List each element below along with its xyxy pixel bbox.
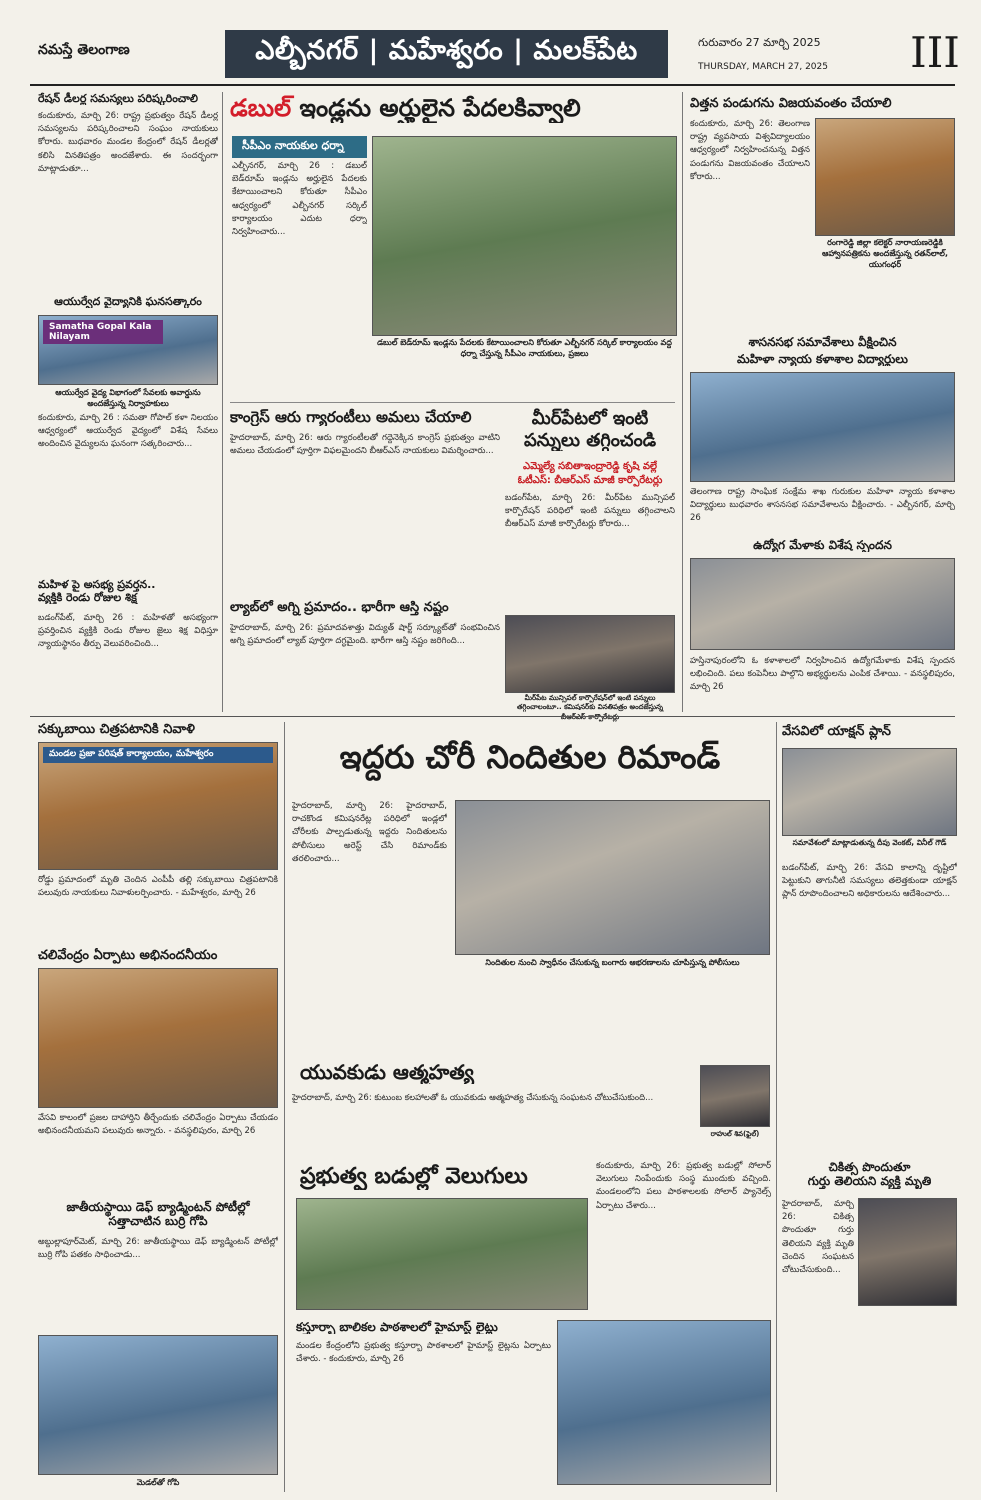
sakkubai-photo [38,742,278,870]
lab-fire-body: హైదరాబాద్, మార్చి 26: ప్రమాదవశాత్తు విద్యుత్ షార్ట్ సర్క్యూట్‌తో సంభవించిన అగ్ని ప్రమాదంలో ల్యాబ్ పూర్తిగా దగ్ధమైంది. భారీగా ఆస్తి నష్టం జరిగింది... [230,623,500,647]
header-divider [30,84,955,86]
kasturba-title: కస్తూర్బా బాలికల పాఠశాలలో హైమాస్ట్ లైట్లు [296,1320,498,1334]
congress-body: హైదరాబాద్, మార్చి 26: ఆరు గ్యారంటీలతో గద్దెనెక్కిన కాంగ్రెస్ ప్రభుత్వం వాటిని అమలు చేయడంలో పూర్తిగా విఫలమైందని బీఆర్‌ఎస్ నాయకులు విమర్శించారు... [230,433,500,457]
summer-plan-photo [782,748,957,836]
thieves-body-cont [455,975,770,1020]
badminton-photo [38,1335,278,1475]
badminton-body: అబ్దుల్లాపూర్‌మెట్, మార్చి 26: జాతీయస్థాయి డెఫ్ బ్యాడ్మింటన్ పోటీల్లో బుర్రి గోపి పతకం సాధించాడు... [38,1237,278,1261]
suicide-caption: రాహుల్ శివ(ఫైల్) [710,1130,760,1138]
double-bedroom-title [230,94,675,123]
thieves-caption: నిందితుల నుంచి స్వాధీనం చేసుకున్న బంగారు ఆభరణాలను చూపిస్తున్న పోలీసులు [485,958,740,967]
double-bedroom-title-rest: ఇండ్లను అర్హులైన పేదలకివ్వాలి [291,94,581,122]
double-bedroom-photo [372,136,677,336]
double-bedroom-tag: సీపీఎం నాయకుల ధర్నా [232,136,367,158]
meerpet-redline-1: ఎమ్మెల్యే సబితాఇంద్రారెడ్డి కృషి వల్లే [522,461,658,472]
assembly-body: తెలంగాణ రాష్ట్ర సాంఘిక సంక్షేమ శాఖ గురుకుల మహిళా న్యాయ కళాశాల విద్యార్థులు బుధవారం శాసనసభ సమావేశాలను వీక్షించారు. - ఎల్బీనగర్, మార్చి 26 [690,487,955,524]
congress-title: కాంగ్రెస్ ఆరు గ్యారంటీలు అమలు చేయాలి [230,408,472,426]
chalivendram-body: వేసవి కాలంలో ప్రజల దాహార్తిని తీర్చేందుకు చలివేంద్రం ఏర్పాటు చేయడం అభినందనీయమని పలువురు అన్నారు. - వనస్థలిపురం, మార్చి 26 [38,1113,278,1137]
job-fair-photo [690,558,955,650]
treatment-body: హైదరాబాద్, మార్చి 26: చికిత్స పొందుతూ గుర్తు తెలియని వ్యక్తి మృతి చెందిన సంఘటన చోటుచేసుకుంది... [782,1199,854,1275]
sakkubai-title: సక్కుబాయి చిత్రపటానికి నివాళి [38,722,195,737]
ration-title: రేషన్ డీలర్ల సమస్యలు పరిష్కరించాలి [38,92,198,105]
meerpet-body: బడంగ్‌పేట, మార్చి 26: మీర్‌పేట మున్సిపల్ కార్పొరేషన్ పరిధిలో ఇంటి పన్నులు తగ్గించాలని బీఆర్‌ఎస్ మాజీ కార్పొరేటర్లు కోరారు... [505,493,675,530]
sakkubai-banner: మండల ప్రజా పరిషత్ కార్యాలయం, మహేశ్వరం [43,747,273,763]
treatment-photo [858,1198,957,1306]
thieves-body: హైదరాబాద్, మార్చి 26: హైదరాబాద్, రాచకొండ కమిషనరేట్ల పరిధిలో ఇండ్లలో చోరీలకు పాల్పడుతున్న ఇద్దరు నిందితులను పోలీసులు అరెస్ట్ చేసి రిమాండ్‌కు తరలించారు... [292,801,447,864]
assembly-subtitle: మహిళా న్యాయ కళాశాల విద్యార్థులు [737,352,908,366]
meerpet-redline-2: ఓటీఎస్: బీఆర్‌ఎస్ మాజీ కార్పొరేటర్లు [517,475,663,486]
meerpet-caption: మీర్‌పేట మున్సిపల్ కార్పొరేషన్‌లో ఇంటి పన్నులు తగ్గించాలంటూ.. కమిషనర్‌కు వినతిపత్రం అందజేస్తున్న [516,694,664,712]
column-divider [682,92,683,712]
seed-festival-body: కందుకూరు, మార్చి 26: తెలంగాణ రాష్ట్ర వ్యవసాయ విశ్వవిద్యాలయం ఆధ్వర్యంలో నిర్వహించనున్న విత్తన పండుగను విజయవంతం చేయాలని కోరారు... [690,119,810,182]
assembly-title: శాసనసభ సమావేశాలు వీక్షించిన [748,335,897,349]
section-divider [230,402,675,403]
assembly-photo [690,372,955,482]
suicide-title: యువకుడు ఆత్మహత్య [300,1060,474,1084]
kasturba-body: మండల కేంద్రంలోని ప్రభుత్వ కస్తూర్బా పాఠశాలలో హైమాస్ట్ లైట్లను ఏర్పాటు చేశారు. - కందుకూరు, మార్చి 26 [296,1341,551,1365]
treatment-body-cont [782,1330,957,1485]
summer-plan-title: వేసవిలో యాక్షన్ ప్లాన్ [782,724,891,739]
double-bedroom-title-red: డబుల్ [230,94,292,122]
ration-body: కందుకూరు, మార్చి 26: రాష్ట్ర ప్రభుత్వం రేషన్ డీలర్ల సమస్యలను పరిష్కరించాలని సంఘం నాయకులు కోరారు. బుధవారం మండల కేంద్రంలో రేషన్ డీలర్లతో కలిసి వినతిపత్రం అందజేశారు. ఈ సందర్భంగా మాట్లాడుతూ... [38,111,218,174]
thieves-title: ఇద్దరు చోరీ నిందితుల రిమాండ్ [339,738,721,776]
suicide-photo [700,1065,770,1127]
newspaper-brand: నమస్తే తెలంగాణ [38,42,130,58]
page-number: III [910,28,960,77]
section-divider [30,716,955,717]
meerpet-title: మీర్‌పేటలో ఇంటి పన్నులు తగ్గించండి [523,408,657,451]
double-bedroom-body: ఎల్బీనగర్, మార్చి 26 : డబుల్ బెడ్‌రూమ్ ఇండ్లను అర్హులైన పేదలకు కేటాయించాలని కోరుతూ సీపీఎం ఆధ్వర్యంలో ఎల్బీనగర్ సర్కిల్ కార్యాలయం ఎదుట ధర్నా నిర్వహించారు... [232,161,367,237]
badminton-caption: మెడల్‌తో గోపి [136,1478,180,1487]
ayurveda-body: కందుకూరు, మార్చి 26 : సమతా గోపాల్ కళా నిలయం ఆధ్వర్యంలో ఆయుర్వేద వైద్యంలో విశేష సేవలు అందించిన వైద్యులను ఘనంగా సత్కరించారు... [38,413,218,450]
chalivendram-photo [38,968,278,1108]
seed-festival-photo [815,118,955,236]
column-divider [222,92,223,712]
treatment-title: చికిత్స పొందుతూ గుర్తు తెలియని వ్యక్తి మృతి [807,1160,932,1189]
meerpet-photo [505,615,675,693]
double-bedroom-body-cont [372,362,677,400]
thieves-photo [455,800,770,955]
govt-schools-body: కందుకూరు, మార్చి 26: ప్రభుత్వ బడుల్లో సోలార్ వెలుగులు నింపేందుకు సంస్థ ముందుకు వచ్చింది. మండలంలోని పలు పాఠశాలలకు సోలార్ ప్యానెల్స్ ఏర్పాటు చేశారు... [596,1161,771,1211]
ayurveda-banner: Samatha Gopal Kala Nilayam [43,320,163,344]
govt-schools-title: ప్రభుత్వ బడుల్లో వెలుగులు [300,1164,528,1189]
date-telugu: గురువారం 27 మార్చి 2025 [698,36,821,49]
sakkubai-body: రోడ్డు ప్రమాదంలో మృతి చెందిన ఎంపీపీ తల్లి సక్కుబాయి చిత్రపటానికి పలువురు నాయకులు నివాళులర్పించారు. - మహేశ్వరం, మార్చి 26 [38,875,278,899]
govt-schools-photo [296,1198,588,1310]
job-fair-title: ఉద్యోగ మేళాకు విశేష స్పందన [753,538,892,552]
job-fair-body: హస్తినాపురంలోని ఓ కళాశాలలో నిర్వహించిన ఉద్యోగమేళాకు విశేష స్పందన లభించింది. పలు కంపెనీలు పాల్గొని అభ్యర్థులను ఎంపిక చేశాయి. - వనస్థలిపురం, మార్చి 26 [690,656,955,693]
women-crime-title: మహిళ పై అసభ్య ప్రవర్తన.. వ్యక్తికి రెండు రోజుల శిక్ష [38,578,156,605]
badminton-title: జాతీయస్థాయి డెఫ్ బ్యాడ్మింటన్ పోటీల్లో సత్తాచాటిన బుర్రి గోపి [66,1200,250,1229]
women-crime-body: బడంగ్‌పేట్, మార్చి 26 : మహిళతో అసభ్యంగా ప్రవర్తించిన వ్యక్తికి రెండు రోజుల జైలు శిక్ష విధిస్తూ న్యాయస్థానం తీర్పు వెలువరించింది... [38,613,218,650]
date-english: THURSDAY, MARCH 27, 2025 [698,62,828,72]
lab-fire-title: ల్యాబ్‌లో అగ్ని ప్రమాదం.. భారీగా ఆస్తి నష్టం [230,600,449,615]
seed-festival-title: విత్తన పండుగను విజయవంతం చేయాలి [690,96,892,111]
ayurveda-photo [38,315,218,385]
ayurveda-title: ఆయుర్వేద వైద్యానికి ఘనసత్కారం [54,295,202,308]
double-bedroom-caption: డబుల్ బెడ్‌రూమ్ ఇండ్లను పేదలకు కేటాయించాలని కోరుతూ ఎల్బీనగర్ సర్కిల్ కార్యాలయం వద్ద ధర్నా చేస్తున్న సీపీఎం నాయకులు, ప్రజలు [377,338,672,358]
column-divider [776,722,777,1492]
ayurveda-caption: ఆయుర్వేద వైద్య విభాగంలో సేవలకు అవార్డును అందజేస్తున్న నిర్వాహకులు [55,388,201,408]
kasturba-photo [557,1320,771,1485]
column-divider [284,722,285,1492]
suicide-body: హైదరాబాద్, మార్చి 26: కుటుంబ కలహాలతో ఓ యువకుడు ఆత్మహత్య చేసుకున్న సంఘటన చోటుచేసుకుంది... [292,1093,654,1103]
summer-plan-body: బడంగ్‌పేట్, మార్చి 26: వేసవి కాలాన్ని దృష్టిలో పెట్టుకుని తాగునీటి సమస్యలు తలెత్తకుండా యాక్షన్ ప్లాన్ రూపొందించాలని అధికారులను ఆదేశించారు... [782,863,957,900]
chalivendram-title: చలివేంద్రం ఏర్పాటు అభినందనీయం [38,948,218,963]
edition-title: ఎల్బీనగర్ | మహేశ్వరం | మలక్‌పేట [225,30,668,78]
summer-plan-caption: సమావేశంలో మాట్లాడుతున్న దీపు వెంకట్, వినీల్ గౌడ్ [792,838,947,847]
seed-festival-caption: రంగారెడ్డి జిల్లా కలెక్టర్ నారాయణరెడ్డికి ఆహ్వానపత్రికను అందజేస్తున్న రతన్‌లాల్, యుగంధర్ [822,238,948,269]
